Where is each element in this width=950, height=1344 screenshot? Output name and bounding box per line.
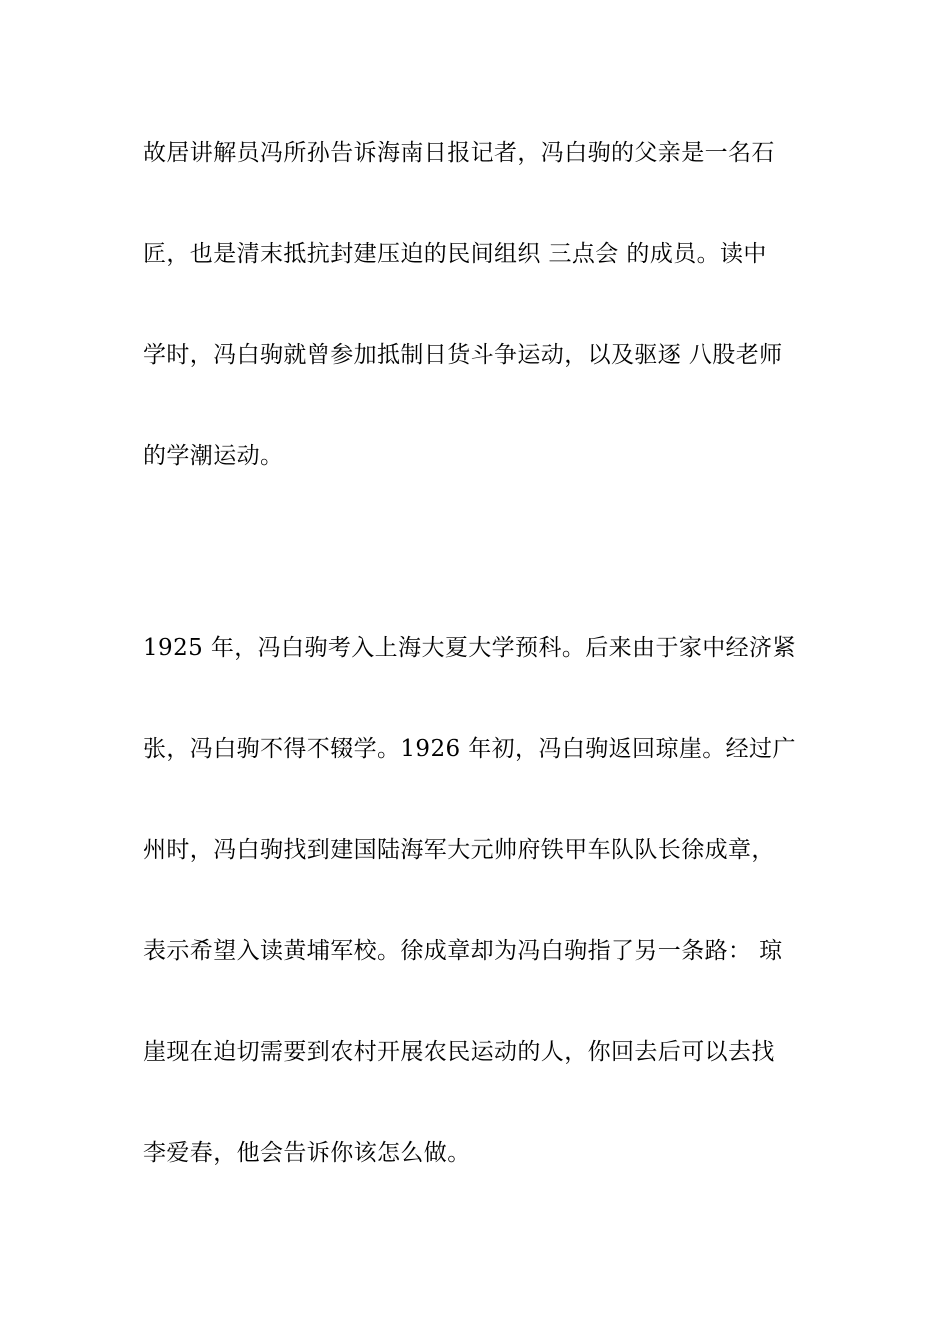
text-line: 学时，冯白驹就曾参加抵制日货斗争运动，以及驱逐 八股老师 bbox=[143, 342, 783, 368]
text-line: 州时，冯白驹找到建国陆海军大元帅府铁甲车队队长徐成章， bbox=[143, 837, 775, 863]
text-line: 的学潮运动。 bbox=[143, 443, 284, 469]
paragraph-1 bbox=[143, 103, 813, 507]
text-line: 1925 年，冯白驹考入上海大夏大学预科。后来由于家中经济紧 bbox=[143, 635, 796, 661]
paragraph-2 bbox=[143, 598, 813, 1204]
text-line: 故居讲解员冯所孙告诉海南日报记者，冯白驹的父亲是一名石 bbox=[143, 140, 775, 166]
text-line: 李爱春，他会告诉你该怎么做。 bbox=[143, 1140, 471, 1166]
text-line: 张，冯白驹不得不辍学。1926 年初，冯白驹返回琼崖。经过广 bbox=[143, 736, 796, 762]
text-line: 表示希望入读黄埔军校。徐成章却为冯白驹指了另一条路： 琼 bbox=[143, 938, 783, 964]
text-line: 崖现在迫切需要到农村开展农民运动的人，你回去后可以去找 bbox=[143, 1039, 775, 1065]
text-line: 匠，也是清末抵抗封建压迫的民间组织 三点会 的成员。读中 bbox=[143, 241, 767, 267]
